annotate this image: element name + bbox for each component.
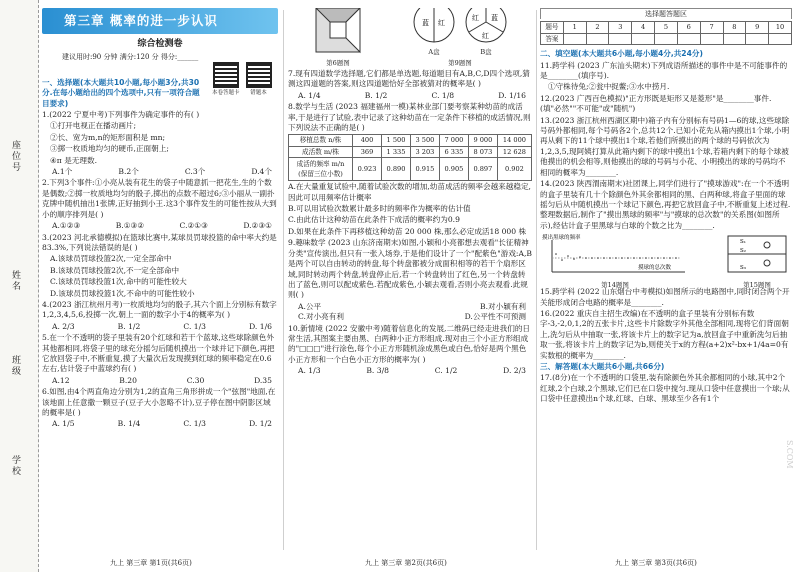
table-cell: 答案: [541, 33, 564, 44]
option: B.20: [119, 375, 137, 385]
figure-caption: 第9题图: [448, 58, 472, 67]
option: D. 2/3: [503, 366, 526, 376]
answer-blank[interactable]: [586, 33, 609, 44]
option: A.在大量重复试验中,随着试验次数的增加,幼苗成活的频率会越来越稳定,因此可以用频率估计概率: [288, 182, 531, 202]
spinner-b-figure: [464, 8, 508, 44]
answer-blank[interactable]: [609, 33, 632, 44]
answer-blank[interactable]: [677, 33, 700, 44]
table-row: [289, 158, 532, 181]
answer-blank[interactable]: [563, 33, 586, 44]
table-cell: 8: [723, 22, 746, 33]
option: C.3个: [184, 167, 206, 177]
option: B. 3/8: [366, 366, 389, 376]
switch-label: S₃: [740, 265, 746, 272]
option: D.35: [254, 375, 272, 385]
option: A. 1/5: [52, 419, 75, 429]
option: A.12: [52, 375, 70, 385]
q1-item: ②长、宽为m,n的矩形面积是 mn;: [50, 132, 166, 142]
table-cell: 9: [746, 22, 769, 33]
q1-item: ③掷一枚质地均匀的硬币,正面朝上;: [50, 144, 169, 154]
answer-grid: [540, 21, 792, 45]
table-cell: 0.923: [353, 158, 382, 181]
frequency-points: [555, 253, 677, 261]
margin-label-class: 班级: [10, 355, 20, 377]
table-cell: 4: [632, 22, 655, 33]
spinner-label: 蓝: [422, 18, 429, 27]
table-row: [289, 135, 532, 146]
table-cell: 移植总数 n/株: [289, 135, 353, 146]
table-cell: 题号: [541, 22, 564, 33]
qr-label: 错题本: [250, 90, 267, 96]
watermark: S.COM: [785, 440, 794, 469]
qr-code-icon: [246, 62, 272, 88]
chart-xlabel: 摸球的总次数: [638, 265, 672, 272]
question-2: 2.下列3个事件:①小亮从装有花生的袋子中随意抓一把花生,生的个数是偶数;②掷一枚质地均匀的骰子,掷出的点数不超过6;③小丽从一副扑克牌中随机抽出1张牌,正好抽到小王.这3个事件发生的可能性按从大到小的顺序排列是( ): [42, 178, 277, 219]
question-8: 8.数学与生活 (2023 福建福州一模)某林业部门要考察某种幼苗的成活率,于是进行了试验,表中记录了这种幼苗在一定条件下移植的成活情况,则下列说法不正确的是( ): [288, 102, 531, 133]
paper-subtitle: 综合检测卷: [137, 39, 183, 49]
question-11: 11.跨学科 (2023 广东汕头期末)下列成语所描述的事件中是不可能事件的是________(填序号).: [540, 60, 788, 81]
question-15: 15.跨学科 (2022 山东烟台中考模拟)如图所示的电路图中,同时闭合两个开关能形成闭合电路的概率是________.: [540, 287, 790, 307]
figure-caption: 第14题图: [601, 280, 629, 289]
table-cell: 12 628: [497, 146, 531, 157]
section-title-fill: 二、填空题(本大题共6小题,每小题4分,共24分): [540, 49, 703, 59]
page-column-3: [540, 8, 792, 553]
table-cell: 0.902: [497, 158, 531, 181]
option: D.②③①: [243, 221, 272, 231]
option: C.30: [186, 375, 205, 385]
section-title-choice: 一、选择题(本大题共10小题,每小题3分,共30分.在每小题给出的四个选项中,只有一项符合题目要求): [42, 77, 200, 108]
column-divider: [283, 10, 284, 550]
table-cell: [289, 158, 353, 181]
option: C. 1/3: [183, 419, 206, 429]
table-cell: 3 500: [410, 135, 439, 146]
option: B. 1/4: [117, 419, 141, 429]
table-cell: 369: [353, 146, 382, 157]
frequency-chart-figure: [540, 232, 690, 276]
table-cell: 1: [563, 22, 586, 33]
option: D.公平性不可预测: [464, 312, 526, 322]
option: B.该球员罚球投篮2次,不一定全部命中: [50, 265, 180, 275]
option: A. 2/3: [52, 321, 75, 331]
option: B.2个: [118, 167, 139, 177]
seedling-table: [288, 134, 532, 181]
table-cell: 400: [353, 135, 382, 146]
option: C.由此估计这种幼苗在此条件下成活的概率约为0.9: [288, 215, 460, 225]
binding-margin: [0, 0, 39, 572]
table-cell: 10: [769, 22, 792, 33]
option: A. 1/4: [298, 90, 321, 100]
table-cell: 7 000: [439, 135, 468, 146]
table-row: [541, 22, 792, 33]
table-cell: 14 000: [497, 135, 531, 146]
option: C.对小亮有利: [298, 312, 344, 322]
option: B. 1/2: [364, 90, 388, 100]
table-cell: 0.897: [468, 158, 497, 181]
question-1: 1.(2022 宁夏中考)下列事件为确定事件的有( ): [42, 110, 200, 120]
option: C. 1/2: [434, 366, 458, 376]
question-6: 6.如图,由4个两直角边分别为1,2的直角三角形拼成一个"弦图"地面,在该地面上任意撒一颗豆子(豆子大小忽略不计),豆子停在图中阴影区域的概率是( ): [42, 387, 276, 417]
table-cell: 3: [609, 22, 632, 33]
spinner-a-label: A盘: [428, 48, 440, 57]
qr-code-icon: [213, 62, 239, 88]
option: D.该球员罚球投篮1次,不命中的可能性较小: [50, 288, 195, 298]
spinner-label: 红: [438, 18, 445, 27]
table-cell: 6 335: [439, 146, 468, 157]
option: A.1个: [52, 167, 73, 177]
table-cell: 0.890: [382, 158, 411, 181]
switch-label: S₁: [740, 239, 746, 246]
question-7: 7.现有四道数学选择题,它们都是单选题,每道题目有A,B,C,D四个选项,猜测这四道题的答案,则这四道题恰好全部被猜对的概率是( ): [288, 69, 530, 89]
qr-group: [212, 62, 272, 96]
answer-blank[interactable]: [746, 33, 769, 44]
answer-blank[interactable]: [700, 33, 723, 44]
table-cell-text: 成活的频率 m/n: [296, 159, 345, 168]
exam-meta: 建议用时:90 分钟 满分:120 分 得分:______: [62, 53, 199, 62]
option: A.①②③: [52, 221, 81, 231]
table-row: [541, 33, 792, 44]
question-5: 5.在一个不透明的袋子里装有20个红球和若干个蓝球,这些球除颜色外其他都相同,将袋子里的球充分摇匀后随机摸出一个球并记下颜色,再把它放回袋子中,不断重复,摸了大量次后发现摸到红球的频率稳定在0.6左右,估计袋子中蓝球约有( ): [42, 333, 275, 374]
page-footer: 九上 第三章 第2页(共6页): [365, 559, 447, 567]
table-cell: 2: [586, 22, 609, 33]
page-column-2: [288, 8, 532, 553]
switch-label: S₂: [740, 248, 746, 255]
option: D.如果在此条件下再移植这种幼苗 20 000 株,那么必定成活18 000 株: [288, 226, 527, 236]
option: D. 1/6: [249, 321, 272, 331]
option: D. 1/16: [498, 90, 526, 100]
table-cell: 0.915: [410, 158, 439, 181]
column-divider: [536, 10, 537, 550]
question-14: 14.(2023 陕西渭南期末)社团课上,同学们进行了"摸球游戏":在一个不透明的盒子里装有几十个除颜色外其余都相同的黑、白两种球,将盒子里面的球摇匀后从中随机摸出一个球记下颜色,再把它放回盒子中,不断重复上述过程.整理数据后,制作了"摸出黑球的频率"与"摸球的总次数"的关系图(如图所示),经估计盒子里黑球与白球的个数之比为________.: [540, 179, 791, 230]
q1-item: ①打开电视正在播动画片;: [50, 121, 137, 131]
question-3: 3.(2023 河北承德模拟)在篮球比赛中,某球员罚球投篮的命中率大约是 83.3%,下列说法错误的是( ): [42, 232, 277, 252]
option: A. 1/3: [298, 366, 321, 376]
answer-area-title: 选择题答题区: [540, 8, 792, 19]
qr-label: 本卷答题卡: [212, 90, 240, 96]
option: A.公平: [298, 301, 322, 311]
page-footer: 九上 第三章 第3页(共6页): [615, 559, 697, 567]
answer-blank[interactable]: [723, 33, 746, 44]
option: B.可以用试验次数累计最多时的频率作为概率的估计值: [288, 204, 471, 214]
spinner-label: 蓝: [491, 13, 498, 22]
table-row: [289, 146, 532, 157]
option: C. 1/8: [431, 90, 455, 100]
answer-blank[interactable]: [655, 33, 678, 44]
table-cell: 3 203: [410, 146, 439, 157]
chart-ylabel: 摸出黑球的频率: [542, 235, 581, 242]
table-cell: 1 500: [382, 135, 411, 146]
page-footer: 九上 第三章 第1页(共6页): [110, 559, 192, 567]
figure-caption: 第15题图: [743, 280, 771, 289]
table-note: (保留三位小数): [298, 170, 343, 179]
question-12: 12.(2023 广西百色模拟)"正方形既是矩形又是菱形"是________事件.(填"必然""不可能"或"随机"): [540, 93, 772, 114]
margin-label-school: 学校: [10, 455, 20, 477]
chapter-banner: 第三章 概率的进一步认识: [42, 8, 278, 34]
question-4: 4.(2023 浙江杭州月考)一枚质地均匀的骰子,其六个面上分别标有数字1,2,3,4,5,6,投掷一次,朝上一面的数字小于4的概率为( ): [42, 299, 277, 320]
table-cell: 成活数 m/株: [289, 146, 353, 157]
answer-blank[interactable]: [632, 33, 655, 44]
question-16: 16.(2022 重庆自主招生改编)在不透明的盒子里装有分别标有数字-3,-2,0,1,2的五张卡片,这些卡片除数字外其他全部相同,现将它们背面朝上,洗匀后从中抽取一张,将该卡片上的数字记为a,放回盒子中重新洗匀后抽取一张,将该卡片上的数字记为b,则使关于x的方程(a+2)x²-bx+1/4a=0有实数根的概率为________.: [540, 308, 789, 360]
option: D. 1/2: [249, 419, 272, 429]
table-cell: 6: [677, 22, 700, 33]
option: A.该球员罚球投篮2次,一定全部命中: [50, 254, 172, 264]
section-title-solve: 三、解答题(本大题共6小题,共66分): [540, 361, 665, 371]
option: B.对小颖有利: [480, 301, 526, 311]
margin-label-seat: 座位号: [10, 140, 20, 173]
option: C.该球员罚球投篮1次,命中的可能性较大: [50, 277, 187, 287]
question-13: 13.(2023 浙江杭州西湖区期中)箱子内有分别标有号码1—6的球,这些球除号码外都相同,每个号码各2个,总共12个.已知小花先从箱内摸出1个球,小明再从剩下的11个球中摸出1个球,若他们所摸出的两个球的号码依次为 1,2,3,5,现阿姨打算从此箱内剩下的球中摸出1个球,若箱内剩下的每个球被他摸出的机会相等,则他摸出的球的号码与小花、小明摸出的球的号码均不相同的概率为________.: [540, 115, 790, 177]
margin-label-name: 姓名: [10, 270, 20, 292]
option: D.4个: [251, 167, 272, 177]
question-17: 17.(8分)在一个不透明的口袋里,装有除颜色外其余都相同的小球,其中2个红球,2个白球,2个黑球,它们已在口袋中搅匀.现从口袋中任意摸出一个球;从口袋中任意摸出n个球,红球、白球、黑球至少各有1个: [540, 373, 790, 404]
option: C.②①③: [179, 221, 208, 231]
table-cell: 1 335: [382, 146, 411, 157]
spinner-a-figure: [412, 8, 456, 44]
table-cell: 8 073: [468, 146, 497, 157]
figure-caption: 第6题图: [326, 58, 350, 67]
table-cell: 7: [700, 22, 723, 33]
question-9: 9.趣味数学 (2023 山东济南期末)如图,小颖和小亮都想去观看"长征精神分类"宣传演出,但只有一张入场券,于是他们设计了一个"配紫色"游戏:A,B是两个可以自由转动的转盘,每个转盘都被分成面积相等的若干个扇形区域,同时转动两个转盘,转盘停止后,若一个转盘转出了红色,另一个转盘转出了蓝色,则可以配成紫色.若配成紫色,小颖去观看,否则小亮去观看.此规则( ): [288, 238, 532, 300]
option: B.①③②: [115, 221, 145, 231]
option: B. 1/2: [117, 321, 141, 331]
circuit-figure: [722, 232, 792, 276]
option: C. 1/3: [183, 321, 206, 331]
table-cell: 5: [655, 22, 678, 33]
q1-item: ④π 是无理数.: [50, 155, 98, 165]
answer-blank[interactable]: [769, 33, 792, 44]
pinwheel-square-figure: [312, 8, 364, 54]
table-cell: 0.905: [439, 158, 468, 181]
spinner-label: 红: [472, 13, 479, 22]
spinner-b-label: B盘: [480, 48, 492, 57]
q11-item: ①守株待兔;②瓮中捉鳖;③水中捞月.: [548, 82, 670, 92]
question-10: 10.新情境 (2022 安徽中考)随着信息化的发展,二维码已经走进我们的日常生活,其图案主要由黑、白两种小正方形组成.现对由三个小正方形组成的"□□□"进行涂色,每个小正方形随机涂成黑色或白色,恰好是两个黑色小正方形和一个白色小正方形的概率为( ): [288, 323, 531, 364]
table-cell: 9 000: [468, 135, 497, 146]
spinner-label: 红: [482, 31, 489, 40]
